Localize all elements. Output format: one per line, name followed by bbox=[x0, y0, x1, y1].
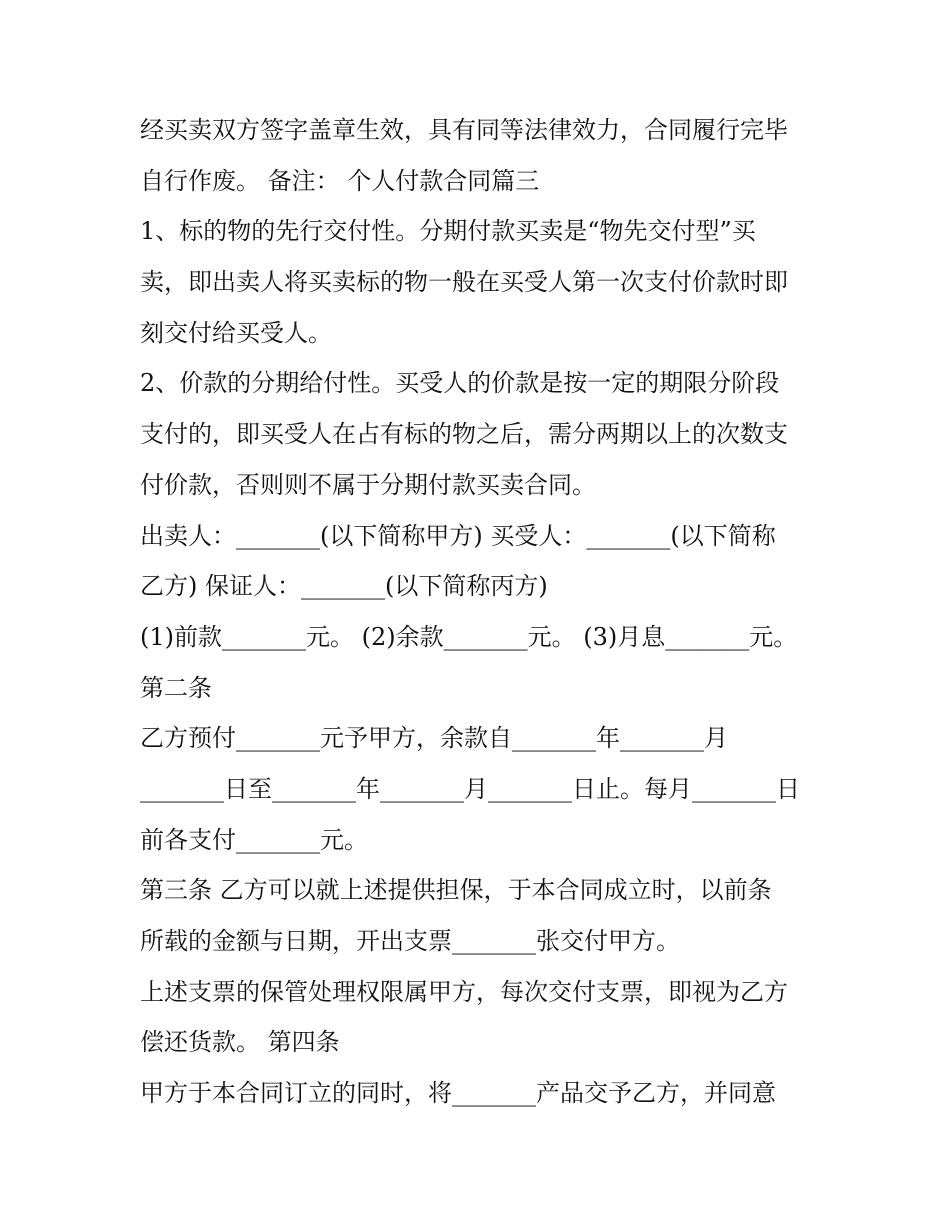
text-line: 第三条 乙方可以就上述提供担保，于本合同成立时，以前条 bbox=[140, 876, 772, 905]
text-line: 前各支付_______元。 bbox=[140, 825, 368, 854]
text-line: 1、标的物的先行交付性。分期付款买卖是“物先交付型”买 bbox=[140, 217, 756, 246]
text-line: 所载的金额与日期，开出支票_______张交付甲方。 bbox=[140, 927, 680, 955]
text-line: 乙方预付_______元予甲方，余款自_______年_______月 bbox=[140, 724, 728, 753]
text-line: 支付的，即买受人在占有标的物之后，需分两期以上的次数支 bbox=[140, 420, 788, 449]
text-line: 乙方) 保证人：_______(以下简称丙方) bbox=[140, 572, 548, 601]
text-line: (1)前款_______元。 (2)余款_______元。 (3)月息_______元。 bbox=[140, 622, 798, 651]
text-line: 出卖人：_______(以下简称甲方) 买受人：_______(以下简称 bbox=[140, 521, 776, 550]
text-line: 上述支票的保管处理权限属甲方，每次交付支票，即视为乙方 bbox=[140, 977, 788, 1006]
text-line: _______日至_______年_______月_______日止。每月_______日 bbox=[140, 774, 800, 803]
document-page bbox=[140, 105, 840, 1119]
text-line: 卖，即出卖人将买卖标的物一般在买受人第一次支付价款时即 bbox=[140, 268, 788, 297]
text-line: 自行作废。 备注： 个人付款合同篇三 bbox=[140, 166, 540, 195]
text-line: 偿还货款。 第四条 bbox=[140, 1028, 340, 1057]
text-line: 经买卖双方签字盖章生效，具有同等法律效力，合同履行完毕 bbox=[140, 116, 788, 144]
text-line: 付价款，否则则不属于分期付款买卖合同。 bbox=[140, 470, 596, 499]
text-line: 刻交付给买受人。 bbox=[140, 318, 332, 347]
text-line: 甲方于本合同订立的同时，将_______产品交予乙方，并同意 bbox=[140, 1079, 776, 1108]
text-line: 2、价款的分期给付性。买受人的价款是按一定的期限分阶段 bbox=[140, 369, 780, 398]
section-heading: 第二条 bbox=[140, 673, 212, 702]
